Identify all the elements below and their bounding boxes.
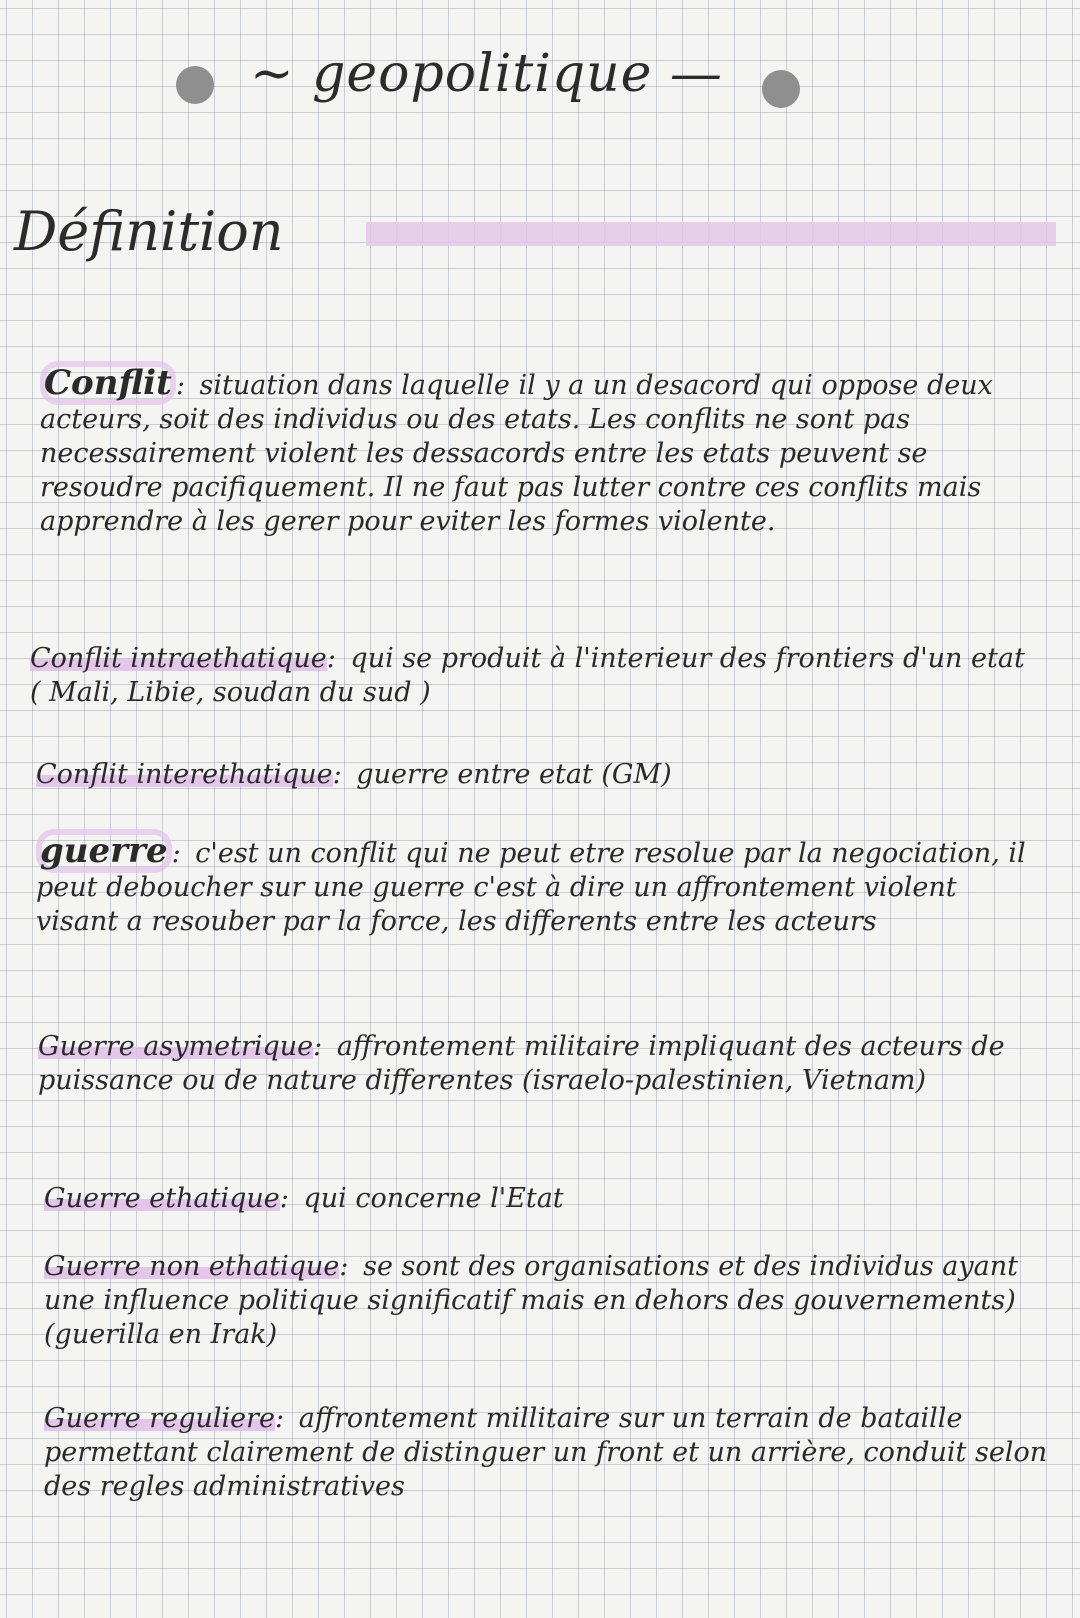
definition-separator: : <box>332 759 342 790</box>
definition-guerre-ethatique <box>44 1182 1054 1216</box>
definition-text: qui concerne l'Etat <box>303 1183 564 1214</box>
definition-term: Conflit intraethatique <box>30 643 327 674</box>
definition-text: qui se produit à l'interieur des frontiers d'un etat ( Mali, Libie, soudan du sud ) <box>30 643 1025 708</box>
binder-hole-right <box>762 70 800 108</box>
definition-text: se sont des organisations et des individus ayant une influence politique significatif mais en dehors des gouvernements) (guerilla en Irak) <box>44 1251 1018 1350</box>
definition-term: Guerre non ethatique <box>44 1251 340 1282</box>
definition-guerre <box>36 831 1046 939</box>
definition-guerre-reguliere <box>44 1402 1054 1504</box>
definition-guerre-non-ethatique <box>44 1250 1054 1352</box>
page-title: ~ geopolitique — <box>250 44 723 104</box>
definition-text: c'est un conflit qui ne peut etre resolue par la negociation, il peut deboucher sur une guerre c'est à dire un affrontement violent visant a resouber par la force, les differents entre les acteurs <box>36 838 1026 937</box>
definition-text: guerre entre etat (GM) <box>356 759 672 790</box>
definition-text: affrontement millitaire sur un terrain de bataille permettant clairement de distinguer un front et un arrière, conduit selon des regles administratives <box>44 1403 1048 1502</box>
definition-separator: : <box>313 1031 323 1062</box>
definition-separator: : <box>326 643 336 674</box>
definition-guerre-asymetrique <box>38 1030 1048 1098</box>
definition-conflit-intraethatique <box>30 642 1040 710</box>
definition-separator: : <box>339 1251 349 1282</box>
definition-term: Conflit interethatique <box>36 759 333 790</box>
definition-conflit <box>40 363 1050 539</box>
definition-term: Conflit <box>40 361 176 405</box>
definition-conflit-interethatique <box>36 758 1046 792</box>
definition-text: affrontement militaire impliquant des acteurs de puissance ou de nature differentes (israelo-palestinien, Vietnam) <box>38 1031 1005 1096</box>
definition-term: guerre <box>36 829 172 873</box>
section-heading: Définition <box>14 200 284 263</box>
definition-separator: : <box>279 1183 289 1214</box>
binder-hole-left <box>176 66 214 104</box>
definition-term: Guerre asymetrique <box>38 1031 314 1062</box>
definition-separator: : <box>171 838 181 869</box>
definition-term: Guerre ethatique <box>44 1183 280 1214</box>
definition-text: situation dans laquelle il y a un desacord qui oppose deux acteurs, soit des individus ou des etats. Les conflits ne sont pas necessairement violent les dessacords entre les etats peuvent se resoudre pacifiquement. Il ne faut pas lutter contre ces conflits mais apprendre à les gerer pour eviter les formes violente. <box>40 370 993 537</box>
definition-term: Guerre reguliere <box>44 1403 276 1434</box>
heading-highlight-bar <box>366 222 1056 246</box>
definition-separator: : <box>175 370 185 401</box>
definition-separator: : <box>275 1403 285 1434</box>
